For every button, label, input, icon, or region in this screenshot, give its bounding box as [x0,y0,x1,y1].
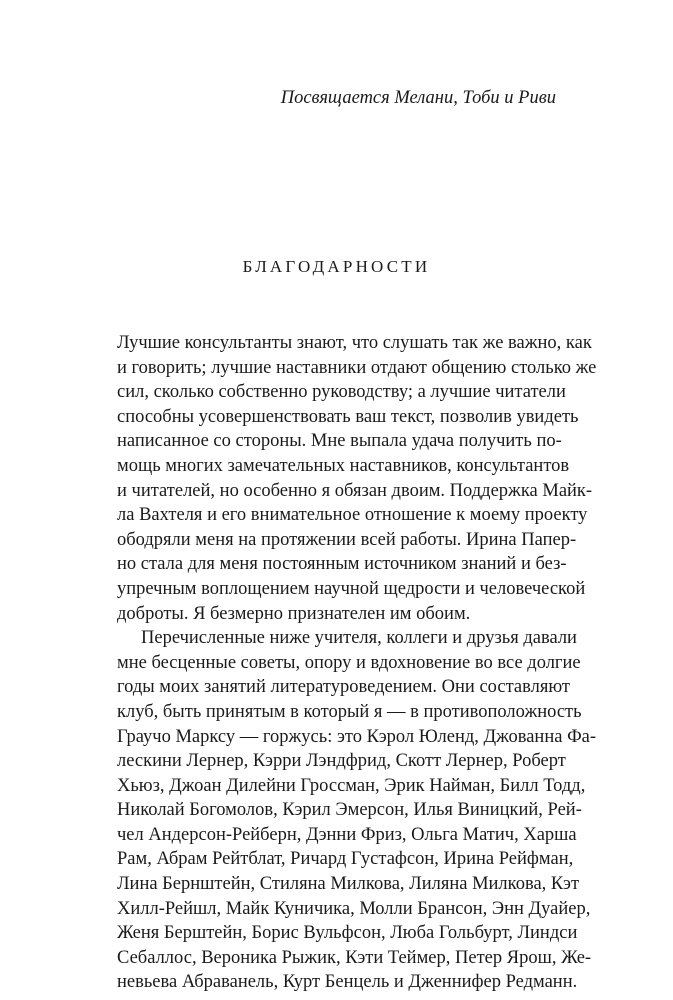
text-line: чел Андерсон-Рейберн, Дэнни Фриз, Ольга Матич, Харша [117,824,577,845]
text-line: Рам, Абрам Рейтблат, Ричард Густафсон, Ирина Рейфман, [117,849,574,870]
text-line: ла Вахтеля и его внимательное отношение к моему проекту [117,505,588,526]
text-line: и говорить; лучшие наставники отдают общению столько же [117,357,597,378]
text-line: Женя Берштейн, Борис Вульфсон, Люба Гольбурт, Линдси [117,923,578,944]
text-line: написанное со стороны. Мне выпала удача получить по- [117,431,562,452]
text-line: Себаллос, Вероника Рыжик, Кэти Теймер, Петер Ярош, Же- [117,947,592,968]
text-line: мне бесценные советы, опору и вдохновение во все долгие [117,652,581,673]
text-line: Хьюз, Джоан Дилейни Гроссман, Эрик Найман, Билл Тодд, [117,775,586,796]
page-title: БЛАГОДАРНОСТИ [242,257,431,276]
text-line: но стала для меня постоянным источником знаний и без- [117,554,567,575]
paragraph-2 [117,626,597,995]
text-line: Хилл-Рейшл, Майк Куничика, Молли Брансон, Энн Дуайер, [117,898,591,919]
text-line: невьева Абраванель, Курт Бенцель и Дженнифер Редманн. [117,972,578,993]
text-line: и читателей, но особенно я обязан двоим. Поддержка Майк- [117,480,593,501]
text-line: клуб, быть принятым в который я — в противоположность [117,701,582,722]
text-line: Николай Богомолов, Кэрил Эмерсон, Илья Виницкий, Рей- [117,800,582,821]
text-line: мощь многих замечательных наставников, консультантов [117,455,570,476]
paragraph-1 [117,331,597,626]
text-line: годы моих занятий литературоведением. Они составляют [117,677,571,698]
text-line: Перечисленные ниже учителя, коллеги и друзья давали [141,628,577,649]
dedication: Посвящается Мелани, Тоби и Риви [280,88,556,108]
text-line: лескини Лернер, Кэрри Лэндфрид, Скотт Лернер, Роберт [117,751,566,772]
text-line: доброты. Я безмерно признателен им обоим. [117,603,471,624]
text-line: ободряли меня на протяжении всей работы. Ирина Папер- [117,529,577,550]
text-line: Лина Бернштейн, Стиляна Милкова, Лиляна Милкова, Кэт [117,874,580,895]
text-line: упречным воплощением научной щедрости и человеческой [117,578,586,599]
text-line: Лучшие консультанты знают, что слушать так же важно, как [117,333,592,353]
text-line: сил, сколько собственно руководству; а лучшие читатели [117,382,566,403]
acknowledgements-text [117,331,597,995]
text-line: способны усовершенствовать ваш текст, позволив увидеть [117,406,579,427]
text-line: Граучо Марксу — горжусь: это Кэрол Юленд, Джованна Фа- [117,726,597,747]
